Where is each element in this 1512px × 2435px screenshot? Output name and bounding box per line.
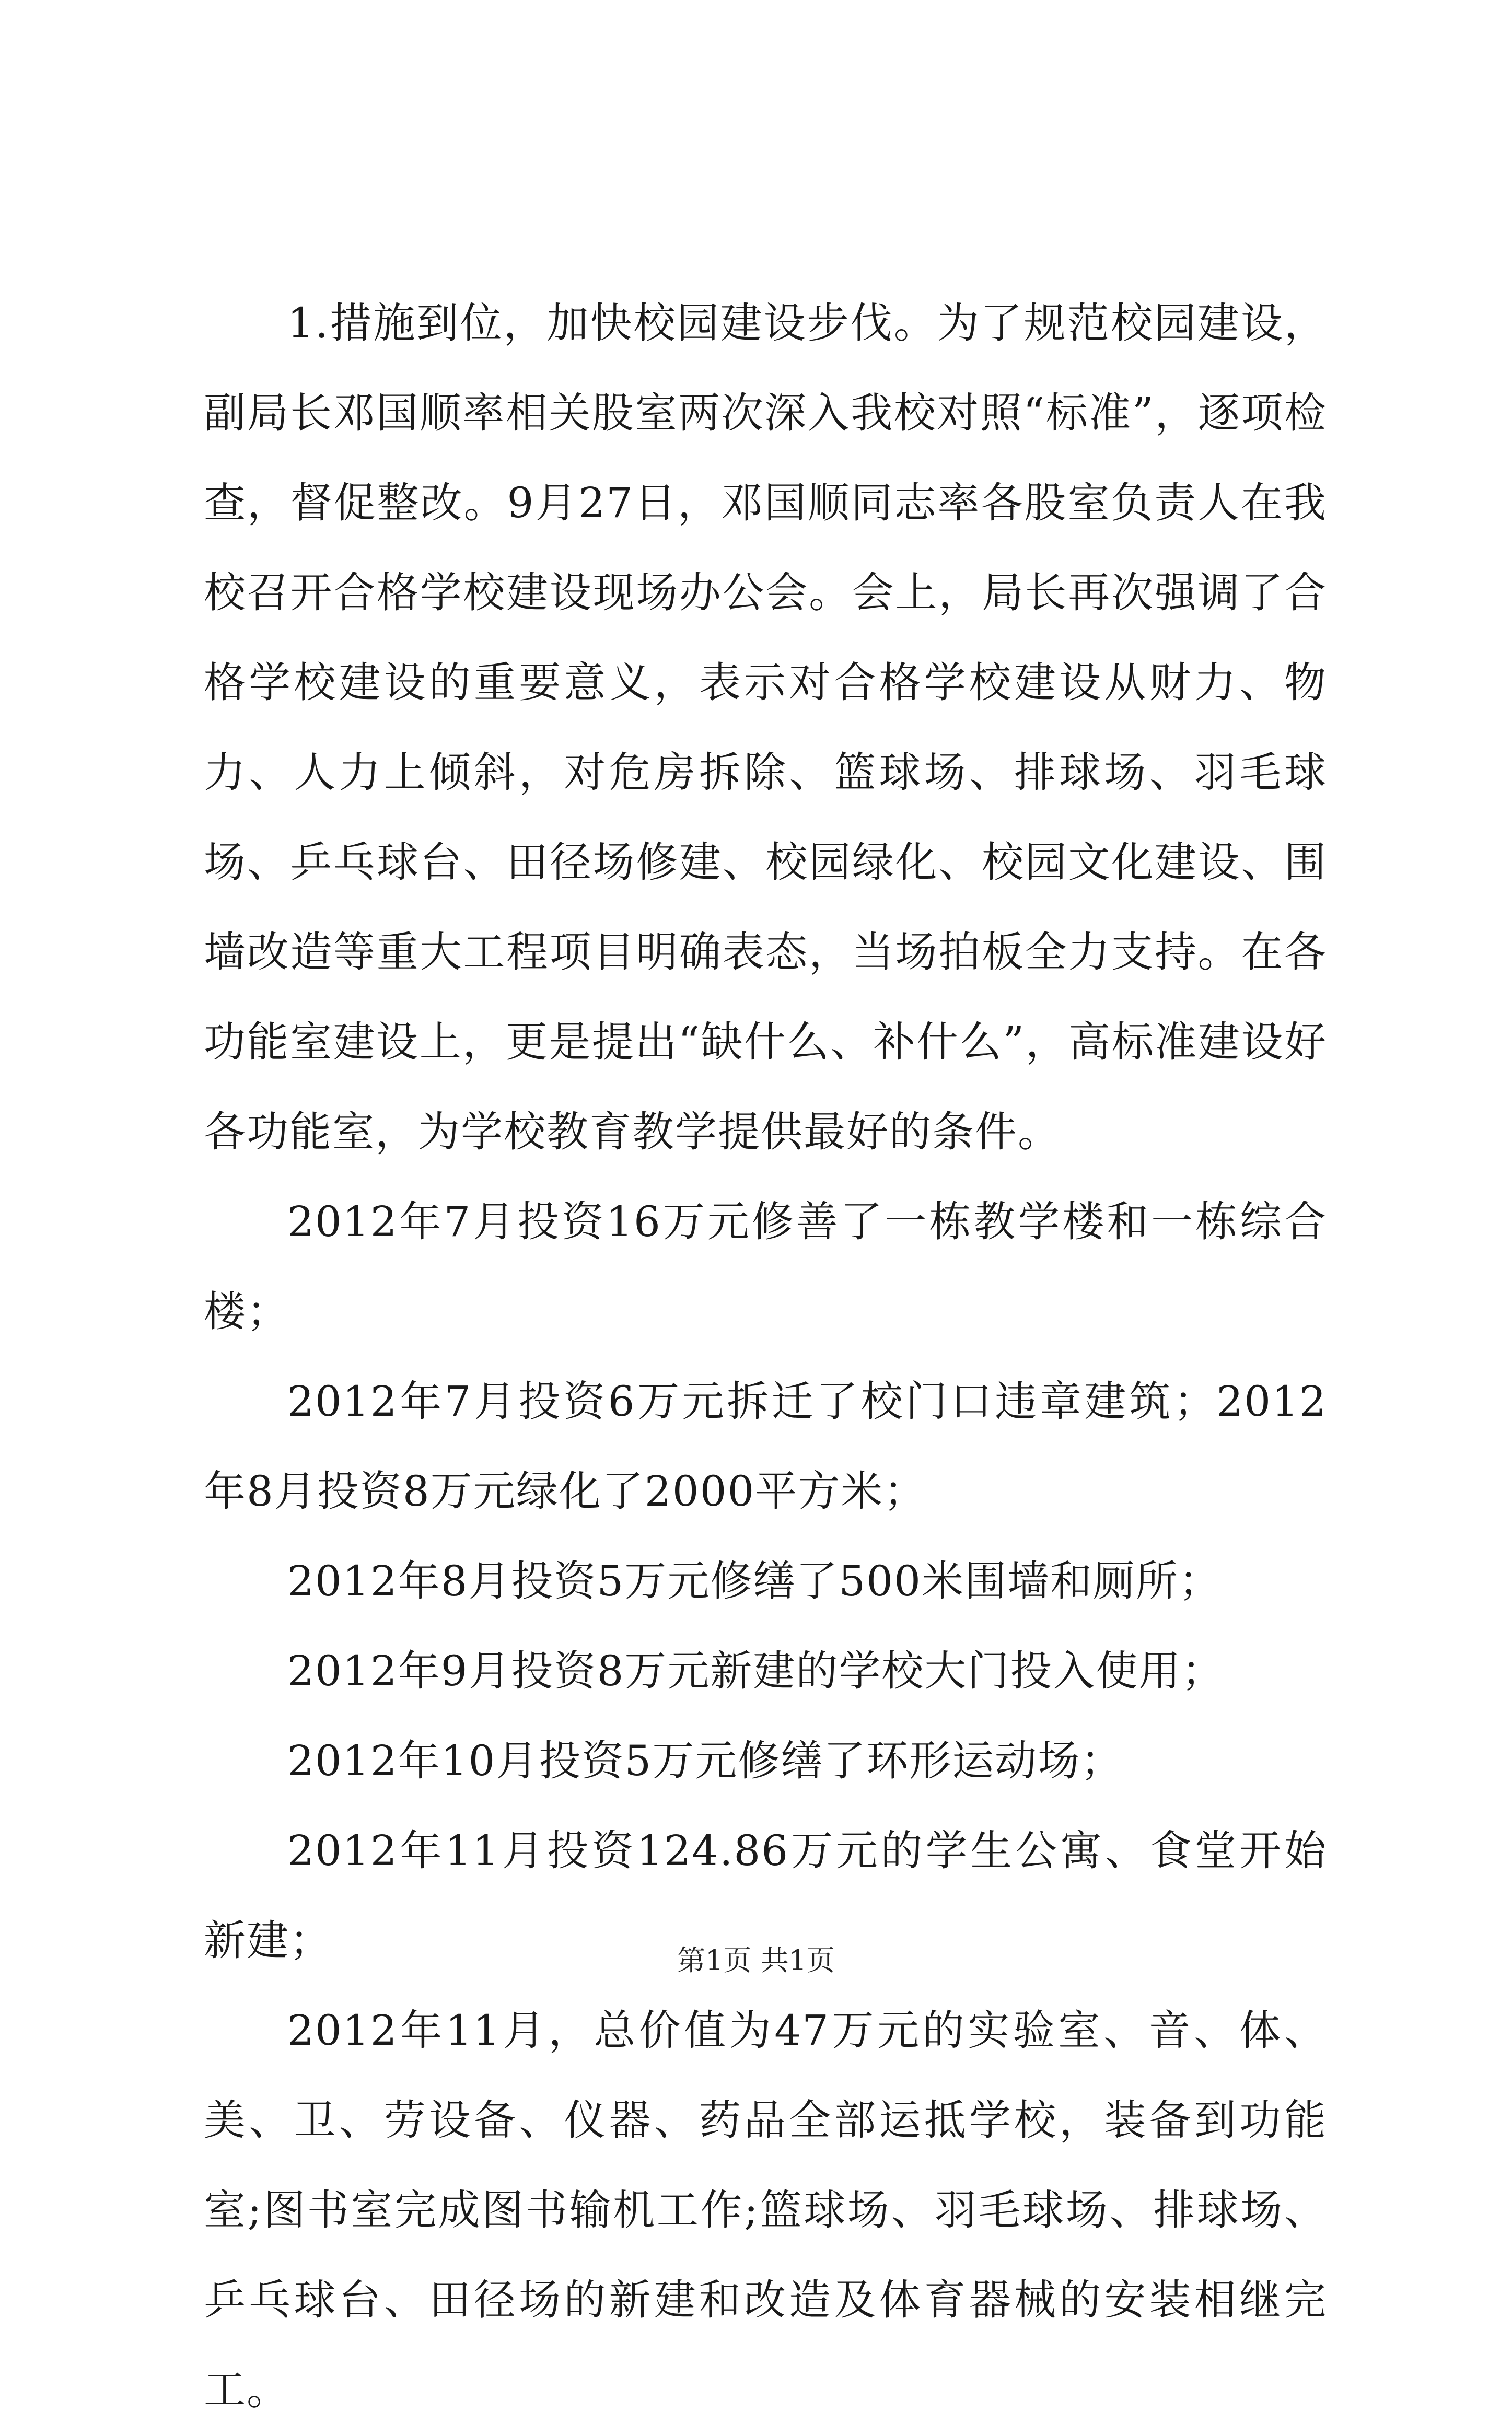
paragraph-item: 2012年11月，总价值为47万元的实验室、音、体、美、卫、劳设备、仪器、药品全部运抵学校，装备到功能室;图书室完成图书输机工作;篮球场、羽毛球场、排球场、乒乓球台、田径场的新建和改造及体育器械的安装相继完工。	[204, 2006, 1327, 2414]
page-number-footer: 第1页 共1页	[677, 1944, 835, 1977]
paragraph-item: 2012年10月投资5万元修缮了环形运动场；	[287, 1737, 1124, 1785]
paragraph-item: 2012年7月投资16万元修善了一栋教学楼和一栋综合楼；	[204, 1197, 1327, 1336]
paragraph-item: 2012年8月投资5万元修缮了500米围墙和厕所；	[287, 1557, 1222, 1605]
paragraph-item: 2012年11月投资124.86万元的学生公寓、食堂开始新建；	[204, 1826, 1327, 1965]
paragraph-measures: 1.措施到位，加快校园建设步伐。为了规范校园建设，副局长邓国顺率相关股室两次深入我校对照“标准”，逐项检查，督促整改。9月27日，邓国顺同志率各股室负责人在我校召开合格学校建设现场办公会。会上，局长再次强调了合格学校建设的重要意义，表示对合格学校建设从财力、物力、人力上倾斜，对危房拆除、篮球场、排球场、羽毛球场、乒乓球台、田径场修建、校园绿化、校园文化建设、围墙改造等重大工程项目明确表态，当场拍板全力支持。在各功能室建设上，更是提出“缺什么、补什么”，高标准建设好各功能室，为学校教育教学提供最好的条件。	[204, 299, 1327, 1156]
paragraph-item: 2012年7月投资6万元拆迁了校门口违章建筑；2012年8月投资8万元绿化了2000平方米；	[204, 1377, 1327, 1516]
paragraph-item: 2012年9月投资8万元新建的学校大门投入使用；	[287, 1647, 1225, 1695]
document-body	[204, 278, 1327, 2435]
